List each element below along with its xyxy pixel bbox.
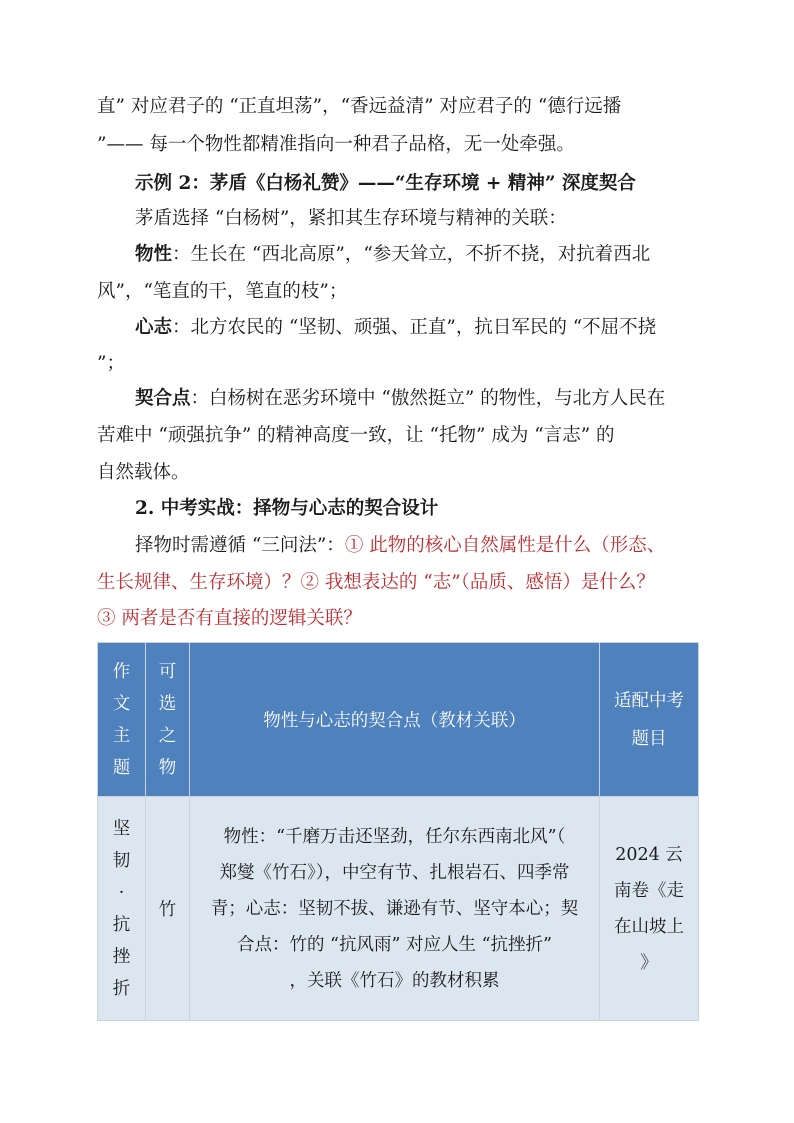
text-line: ”—— 每一个物性都精准指向一种君子品格，无一处牵强。 <box>97 134 575 155</box>
header-char: 主 <box>112 725 131 746</box>
text-line: ③ 两者是否有直接的逻辑关联？ <box>97 608 362 629</box>
cell-fit <box>190 797 600 1021</box>
header-exam-line: 适配中考 <box>614 690 684 711</box>
header-theme <box>98 643 146 797</box>
header-char: 物 <box>158 757 177 778</box>
cell-exam <box>600 797 699 1021</box>
fit-line: 郑燮《竹石》），中空有节、扎根岩石、四季常 <box>219 862 570 883</box>
text-line: 茅盾选择 “白杨树”，紧扣其生存环境与精神的关联： <box>135 208 567 229</box>
text-line <box>135 316 656 340</box>
header-exam <box>600 643 699 797</box>
text-line <box>135 243 650 267</box>
text-line <box>135 387 665 411</box>
term-label: 物性 <box>135 244 173 265</box>
header-char: 题 <box>112 757 131 778</box>
example-heading: 示例 2：茅盾《白杨礼赞》——“生存环境 + 精神” 深度契合 <box>135 173 636 194</box>
exam-line: 在山坡上 <box>614 916 684 937</box>
table-header-row <box>98 643 699 797</box>
cell-theme <box>98 797 146 1021</box>
table-row <box>98 797 699 1021</box>
header-char: 作 <box>112 661 131 682</box>
text-line: 苦难中 “顽强抗争” 的精神高度一致，让 “托物” 成为 “言志” 的 <box>97 425 615 446</box>
text-line <box>135 534 665 558</box>
highlight-span: ① 此物的核心自然属性是什么（形态、 <box>344 535 666 556</box>
selection-table <box>97 642 699 1021</box>
theme-char: 韧 <box>112 850 131 871</box>
header-char: 之 <box>158 725 177 746</box>
fit-line: ，关联《竹石》的教材积累 <box>289 970 500 991</box>
term-label: 心志 <box>135 317 173 338</box>
text-line: 生长规律、生存环境）？② 我想表达的 “志”（品质、感悟）是什么？ <box>97 572 655 593</box>
text-span: 择物时需遵循 “三问法”： <box>135 535 345 556</box>
text-line: 风”，“笔直的干，笔直的枝”； <box>97 281 348 302</box>
fit-line: 物性：“千磨万击还坚劲，任尔东西南北风”（ <box>223 826 566 847</box>
header-char: 可 <box>158 661 177 682</box>
header-fit: 物性与心志的契合点（教材关联） <box>190 643 600 797</box>
text-line: 自然载体。 <box>97 462 190 483</box>
header-exam-line: 题目 <box>631 728 667 749</box>
term-text: ：北方农民的 “坚韧、顽强、正直”，抗日军民的 “不屈不挠 <box>172 317 657 338</box>
exam-line: 2024 云 <box>615 844 683 865</box>
exam-line: 南卷《走 <box>614 880 684 901</box>
section-heading: 2. 中考实战：择物与心志的契合设计 <box>135 498 439 519</box>
header-char: 选 <box>158 693 177 714</box>
fit-line: 青；心志：坚韧不拔、谦逊有节、坚守本心；契 <box>210 898 579 919</box>
header-char: 文 <box>112 693 131 714</box>
cell-object: 竹 <box>146 797 190 1021</box>
theme-char: 坚 <box>112 818 131 839</box>
exam-line: 》 <box>640 952 658 973</box>
theme-char: 折 <box>112 978 131 999</box>
theme-char: 抗 <box>112 914 131 935</box>
text-line: 直” 对应君子的 “正直坦荡”，“香远益清” 对应君子的 “德行远播 <box>97 96 622 117</box>
fit-line: 合点：竹的 “抗风雨” 对应人生 “抗挫折” <box>237 934 552 955</box>
term-label: 契合点 <box>135 388 191 409</box>
theme-char: 挫 <box>112 946 131 967</box>
term-text: ：生长在 “西北高原”，“参天耸立，不折不挠，对抗着西北 <box>172 244 651 265</box>
text-line: ”； <box>97 353 125 374</box>
header-object <box>146 643 190 797</box>
theme-char: · <box>118 882 125 903</box>
term-text: ：白杨树在恶劣环境中 “傲然挺立” 的物性，与北方人民在 <box>190 388 666 409</box>
